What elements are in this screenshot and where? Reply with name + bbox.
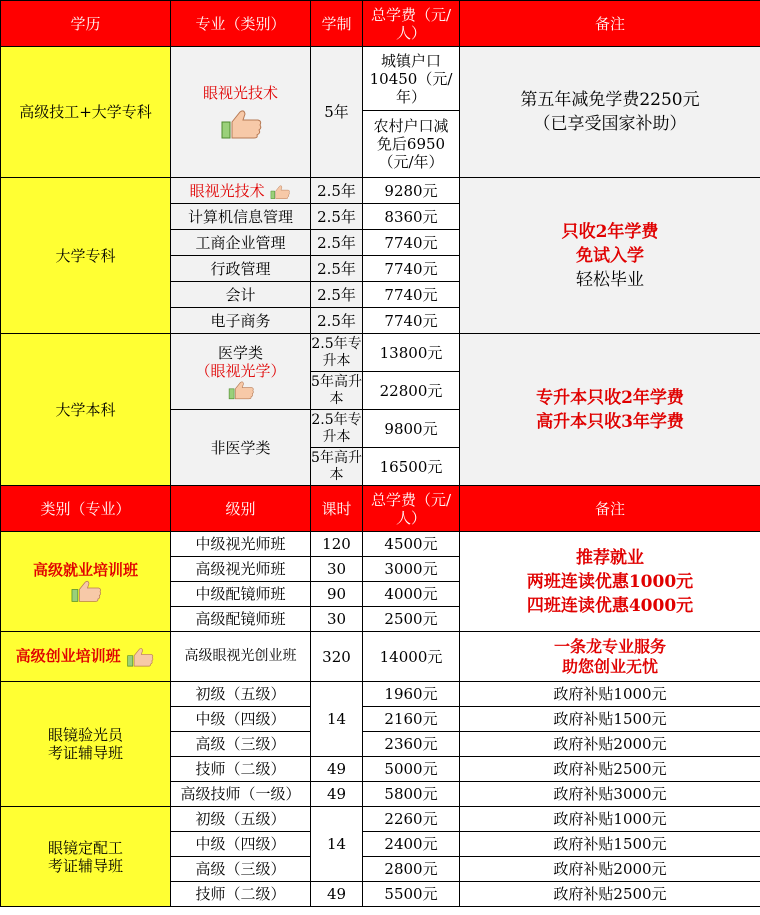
fee-cell: 7740元 <box>363 308 460 334</box>
header-total-fee-label: 总学费（元/人） <box>370 5 452 42</box>
fee-cell: 2500元 <box>363 607 460 632</box>
remark-cell: 政府补贴1000元 <box>460 682 760 707</box>
header-education: 学历 <box>1 1 171 47</box>
header-remarks-2: 备注 <box>460 486 760 532</box>
level-cell: 中级视光师班 <box>171 532 311 557</box>
remark-sec4 <box>460 532 760 632</box>
hours-cell: 49 <box>311 782 363 807</box>
fee-urban-text: 城镇户口10450（元/年） <box>369 51 453 106</box>
level-junior-college: 大学专科 <box>1 178 171 334</box>
non-medical-category: 非医学类 <box>171 410 311 486</box>
fee-cell: 2360元 <box>363 732 460 757</box>
header-duration: 学制 <box>311 1 363 47</box>
category-entrepreneur-training <box>1 632 171 682</box>
hours-cell: 30 <box>311 607 363 632</box>
thumbs-up-icon <box>69 579 103 603</box>
hours-cell: 120 <box>311 532 363 557</box>
category-fitter-line2: 考证辅导班 <box>47 856 123 875</box>
fee-urban <box>363 47 460 111</box>
remark-cell: 政府补贴2500元 <box>460 882 760 907</box>
duration-cell: 2.5年 <box>311 230 363 256</box>
remark-sec5-line2: 助您创业无忧 <box>561 656 658 676</box>
level-cell: 高级眼视光创业班 <box>171 632 311 682</box>
major-cell: 行政管理 <box>171 256 311 282</box>
category-optometrist-line1: 眼镜验光员 <box>47 726 123 744</box>
duration-cell <box>311 410 363 448</box>
thumbs-up-icon <box>269 184 291 200</box>
remark-sec1-line1: 第五年减免学费2250元 <box>520 90 700 110</box>
hours-cell: 90 <box>311 582 363 607</box>
major-row <box>171 178 311 204</box>
header-total-fee <box>363 1 460 47</box>
hours-cell: 14 <box>311 807 363 882</box>
fee-cell: 22800元 <box>363 372 460 410</box>
fee-cell: 7740元 <box>363 282 460 308</box>
level-cell: 高级配镜师班 <box>171 607 311 632</box>
fee-rural-text: 农村户口减免后6950（元/年） <box>373 117 449 171</box>
thumbs-up-icon <box>226 380 256 400</box>
remark-cell: 政府补贴1000元 <box>460 807 760 832</box>
fee-cell: 13800元 <box>363 334 460 372</box>
remark-sec1-line2: （已享受国家补助） <box>533 114 687 134</box>
fee-cell: 5500元 <box>363 882 460 907</box>
fee-cell: 2400元 <box>363 832 460 857</box>
remark-sec3 <box>460 334 760 486</box>
category-entrepreneur-label: 高级创业培训班 <box>15 646 121 665</box>
hours-cell: 30 <box>311 557 363 582</box>
remark-sec4-line2: 两班连读优惠1000元 <box>526 571 694 592</box>
remark-sec1 <box>460 47 760 178</box>
fee-cell: 9800元 <box>363 410 460 448</box>
duration-cell: 2.5年 <box>311 282 363 308</box>
category-lens-fitter-exam <box>1 807 171 907</box>
header-row-1 <box>1 1 760 47</box>
fee-cell: 14000元 <box>363 632 460 682</box>
duration-cell: 2.5年 <box>311 178 363 204</box>
duration-text: 5年高升本 <box>311 449 362 483</box>
remark-sec4-line3: 四班连读优惠4000元 <box>526 595 694 616</box>
fee-cell: 5800元 <box>363 782 460 807</box>
major-label: 眼视光技术 <box>189 181 265 200</box>
category-fitter-line1: 眼镜定配工 <box>47 838 123 857</box>
duration-cell: 2.5年 <box>311 308 363 334</box>
fee-cell: 1960元 <box>363 682 460 707</box>
remark-sec2-line1: 只收2年学费 <box>561 221 659 242</box>
header-remarks: 备注 <box>460 1 760 47</box>
level-cell: 高级（三级） <box>171 857 311 882</box>
remark-cell: 政府补贴2500元 <box>460 757 760 782</box>
remark-sec5 <box>460 632 760 682</box>
remark-sec3-line2: 高升本只收3年学费 <box>536 411 684 432</box>
duration-text: 2.5年专升本 <box>311 411 362 445</box>
remark-cell: 政府补贴1500元 <box>460 707 760 732</box>
fee-cell: 2260元 <box>363 807 460 832</box>
fee-cell: 3000元 <box>363 557 460 582</box>
duration-cell: 2.5年 <box>311 204 363 230</box>
remark-sec4-line1: 推荐就业 <box>576 547 644 568</box>
major-cell: 电子商务 <box>171 308 311 334</box>
duration-cell <box>311 334 363 372</box>
remark-sec2 <box>460 178 760 334</box>
major-cell: 计算机信息管理 <box>171 204 311 230</box>
medical-sub-label: （眼视光学） <box>195 361 286 380</box>
level-cell: 初级（五级） <box>171 682 311 707</box>
level-senior-technician-college: 高级技工+大学专科 <box>1 47 171 178</box>
duration-cell <box>311 448 363 486</box>
fee-cell: 9280元 <box>363 178 460 204</box>
fee-cell: 16500元 <box>363 448 460 486</box>
level-cell: 高级视光师班 <box>171 557 311 582</box>
thumbs-up-icon <box>218 108 264 140</box>
category-optometrist-line2: 考证辅导班 <box>47 744 123 762</box>
header-major: 专业（类别） <box>171 1 311 47</box>
fee-cell: 5000元 <box>363 757 460 782</box>
hours-cell: 49 <box>311 882 363 907</box>
fee-cell: 4000元 <box>363 582 460 607</box>
duration-text: 5年高升本 <box>311 373 362 407</box>
duration-cell: 2.5年 <box>311 256 363 282</box>
category-employment-training <box>1 532 171 632</box>
level-cell: 技师（二级） <box>171 882 311 907</box>
remark-sec2-line3: 轻松毕业 <box>576 269 644 290</box>
hours-cell: 320 <box>311 632 363 682</box>
medical-label: 医学类 <box>217 343 263 362</box>
remark-sec3-line1: 专升本只收2年学费 <box>536 387 684 408</box>
remark-cell: 政府补贴3000元 <box>460 782 760 807</box>
remark-sec5-line1: 一条龙专业服务 <box>553 636 666 656</box>
fee-cell: 4500元 <box>363 532 460 557</box>
category-optometrist-exam <box>1 682 171 807</box>
header-total-fee-2-label: 总学费（元/人） <box>370 490 452 527</box>
duration-text: 2.5年专升本 <box>311 335 362 369</box>
fee-cell: 7740元 <box>363 256 460 282</box>
level-cell: 高级技师（一级） <box>171 782 311 807</box>
major-optometry <box>171 47 311 178</box>
major-optometry-label: 眼视光技术 <box>202 84 278 102</box>
header-category: 类别（专业） <box>1 486 171 532</box>
remark-sec2-line2: 免试入学 <box>576 245 644 266</box>
header-level: 级别 <box>171 486 311 532</box>
major-cell: 工商企业管理 <box>171 230 311 256</box>
hours-cell: 14 <box>311 682 363 757</box>
level-bachelor: 大学本科 <box>1 334 171 486</box>
category-employment-label: 高级就业培训班 <box>32 560 138 579</box>
level-cell: 中级配镜师班 <box>171 582 311 607</box>
level-cell: 技师（二级） <box>171 757 311 782</box>
major-cell: 会计 <box>171 282 311 308</box>
level-cell: 初级（五级） <box>171 807 311 832</box>
fee-cell: 7740元 <box>363 230 460 256</box>
hours-cell: 49 <box>311 757 363 782</box>
header-total-fee-2 <box>363 486 460 532</box>
header-row-2 <box>1 486 760 532</box>
fee-cell: 2160元 <box>363 707 460 732</box>
medical-category <box>171 334 311 410</box>
level-cell: 中级（四级） <box>171 707 311 732</box>
remark-cell: 政府补贴2000元 <box>460 732 760 757</box>
level-cell: 中级（四级） <box>171 832 311 857</box>
fee-cell: 2800元 <box>363 857 460 882</box>
remark-cell: 政府补贴2000元 <box>460 857 760 882</box>
header-hours: 课时 <box>311 486 363 532</box>
duration-cell <box>311 372 363 410</box>
duration-5y: 5年 <box>311 47 363 178</box>
level-cell: 高级（三级） <box>171 732 311 757</box>
remark-cell: 政府补贴1500元 <box>460 832 760 857</box>
thumbs-up-icon <box>125 646 155 668</box>
fee-rural <box>363 111 460 178</box>
fee-cell: 8360元 <box>363 204 460 230</box>
